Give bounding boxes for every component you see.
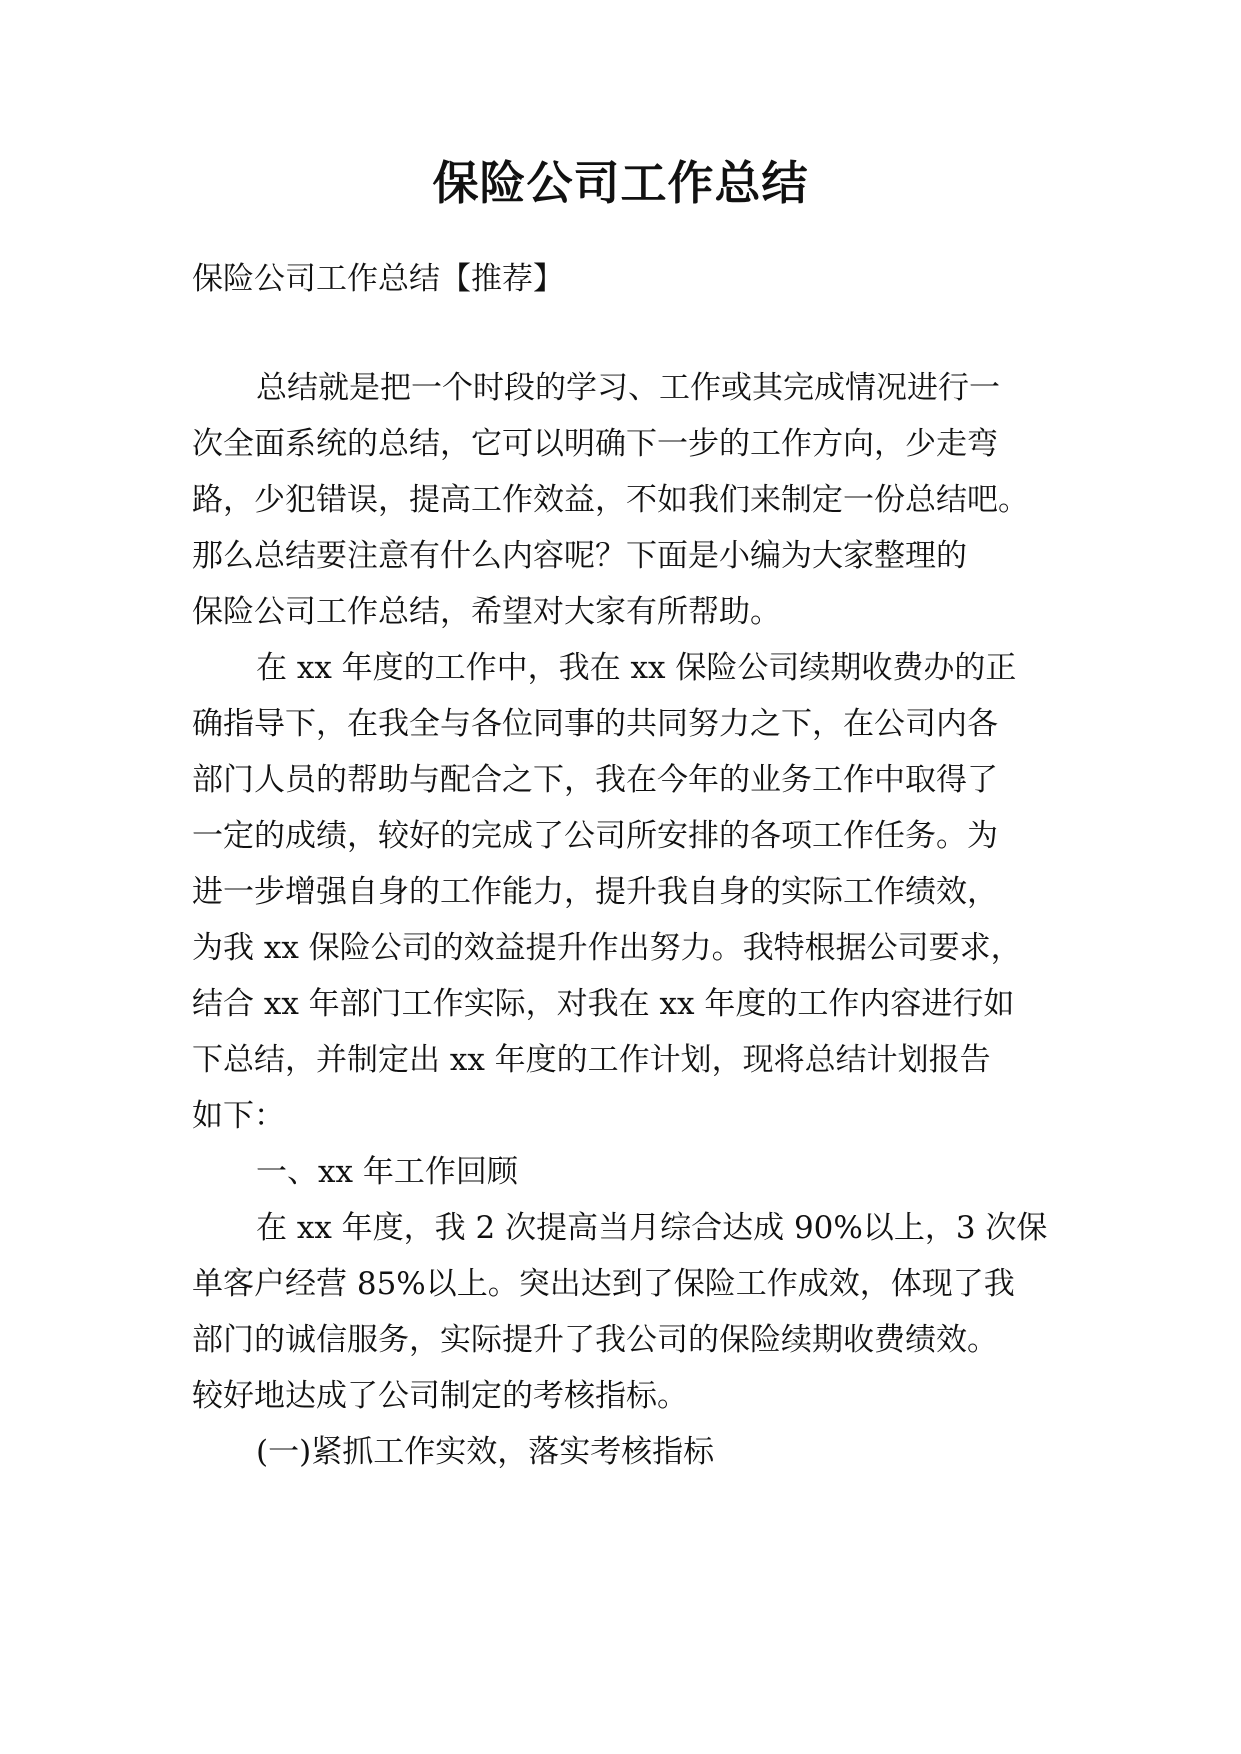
paragraph-line: 为我 xx 保险公司的效益提升作出努力。我特根据公司要求，: [192, 930, 1022, 966]
paragraph-line: 保险公司工作总结，希望对大家有所帮助。: [192, 594, 781, 630]
paragraph-line: 在 xx 年度的工作中，我在 xx 保险公司续期收费办的正: [256, 650, 1017, 686]
paragraph-line: 较好地达成了公司制定的考核指标。: [192, 1378, 688, 1414]
paragraph-line: 进一步增强自身的工作能力，提升我自身的实际工作绩效，: [192, 874, 998, 910]
paragraph-line: 一定的成绩，较好的完成了公司所安排的各项工作任务。为: [192, 818, 998, 854]
paragraph-line: 确指导下，在我全与各位同事的共同努力之下，在公司内各: [192, 706, 998, 742]
paragraph-line: 下总结，并制定出 xx 年度的工作计划，现将总结计划报告: [192, 1042, 991, 1078]
section-heading: 一、xx 年工作回顾: [256, 1154, 518, 1190]
paragraph-line: 次全面系统的总结，它可以明确下一步的工作方向，少走弯: [192, 426, 998, 462]
paragraph-line: 部门人员的帮助与配合之下，我在今年的业务工作中取得了: [192, 762, 998, 798]
paragraph-line: 如下：: [192, 1098, 285, 1134]
paragraph-line: 在 xx 年度，我 2 次提高当月综合达成 90%以上，3 次保: [256, 1210, 1048, 1246]
paragraph-line: 那么总结要注意有什么内容呢？下面是小编为大家整理的: [192, 538, 967, 574]
paragraph-line: 单客户经营 85%以上。突出达到了保险工作成效，体现了我: [192, 1266, 1015, 1302]
paragraph-line: 总结就是把一个时段的学习、工作或其完成情况进行一: [256, 370, 1000, 406]
paragraph-line: 部门的诚信服务，实际提升了我公司的保险续期收费绩效。: [192, 1322, 998, 1358]
paragraph-line: 路，少犯错误，提高工作效益，不如我们来制定一份总结吧。: [192, 482, 1029, 518]
document-subtitle: 保险公司工作总结【推荐】: [192, 261, 564, 297]
document-title: 保险公司工作总结: [432, 156, 809, 210]
paragraph-line: 结合 xx 年部门工作实际，对我在 xx 年度的工作内容进行如: [192, 986, 1015, 1022]
subsection-heading: (一)紧抓工作实效，落实考核指标: [256, 1434, 715, 1470]
